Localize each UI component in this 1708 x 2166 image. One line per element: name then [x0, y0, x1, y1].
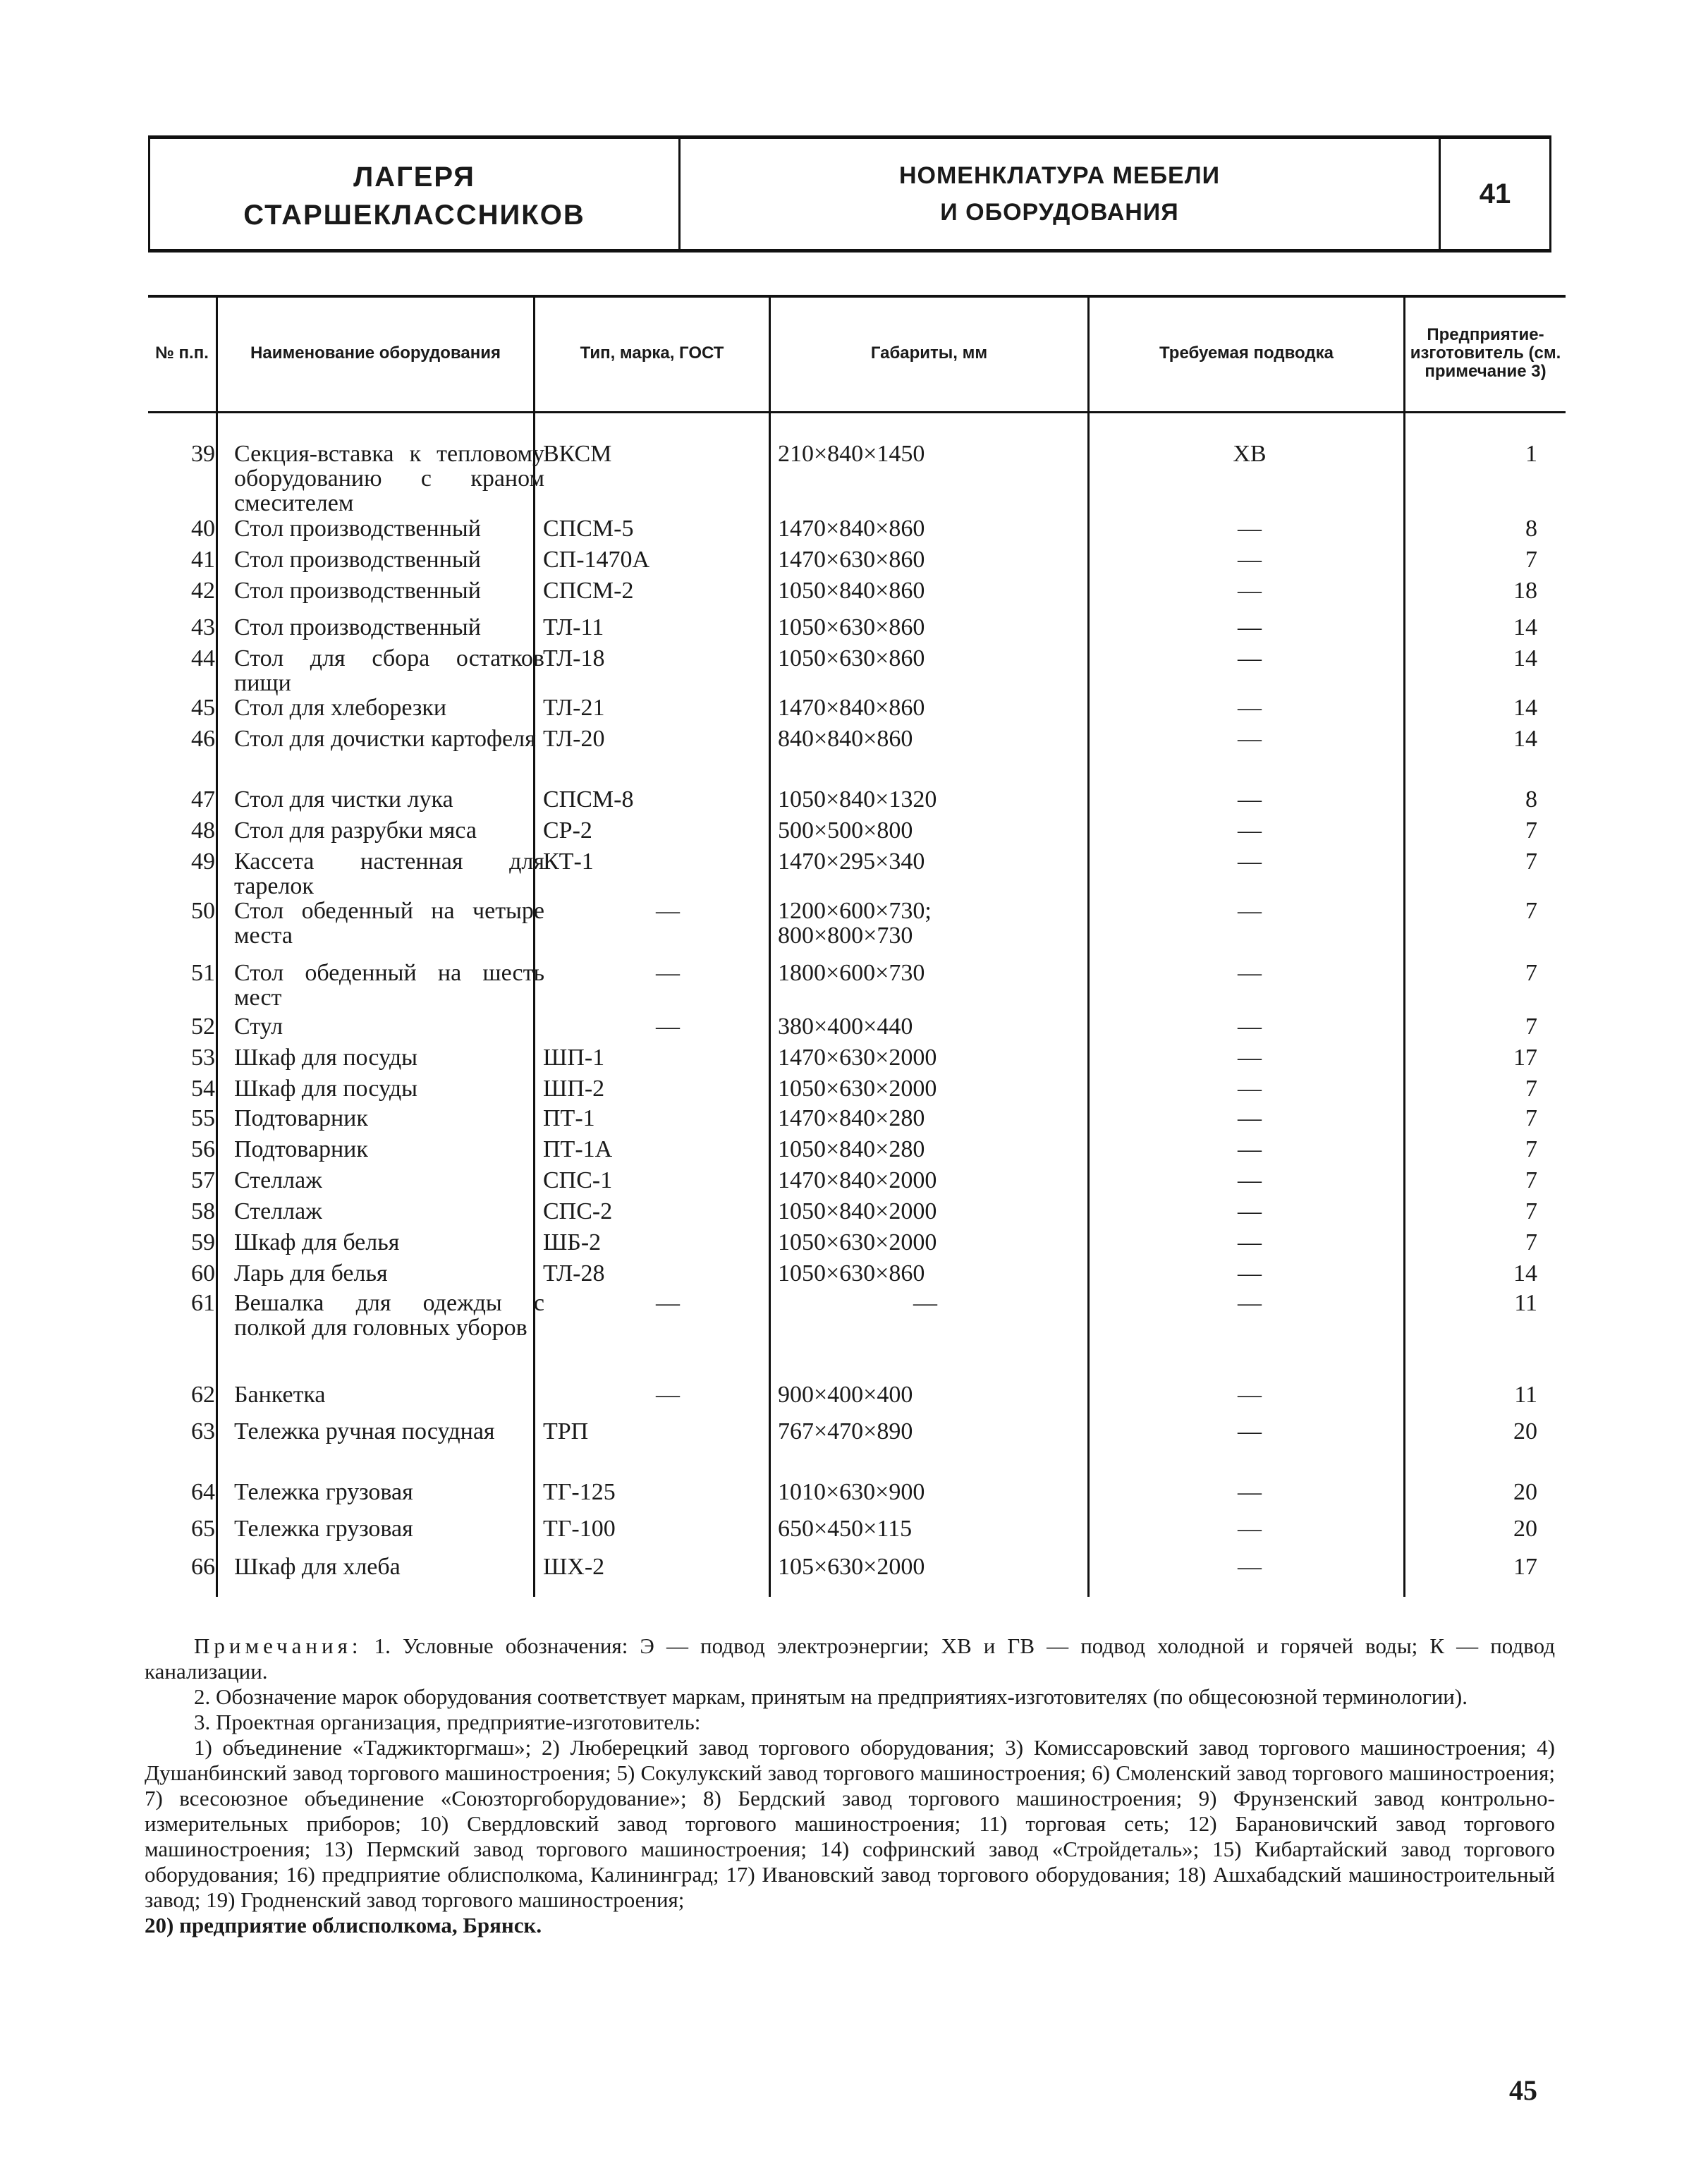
row-number: 56 [191, 1136, 215, 1162]
row-name: Шкаф для хлеба [234, 1554, 401, 1580]
row-type: — [656, 898, 680, 924]
row-manufacturer: 14 [1513, 614, 1537, 640]
row-type: — [656, 1290, 680, 1316]
row-supply: — [1238, 1136, 1262, 1162]
page-header [148, 135, 1551, 253]
row-number: 39 [191, 441, 215, 467]
row-name: Стол для сбора остатков пищи [234, 645, 544, 696]
row-type: — [656, 960, 680, 986]
row-dimensions-value: 1010×630×900 [778, 1479, 925, 1505]
row-dimensions-value: 1050×630×860 [778, 614, 925, 640]
row-dimensions-value: 1050×840×1320 [778, 786, 937, 813]
row-supply: — [1238, 848, 1262, 875]
row-manufacturer: 20 [1513, 1516, 1537, 1542]
row-name: Тележка грузовая [234, 1479, 413, 1505]
row-number: 65 [191, 1516, 215, 1542]
row-name: Банкетка [234, 1382, 326, 1408]
row-name: Стеллаж [234, 1167, 322, 1193]
column-divider [216, 298, 218, 1597]
row-dimensions-value: — [913, 1290, 937, 1316]
row-number: 61 [191, 1290, 215, 1316]
row-number: 66 [191, 1554, 215, 1580]
row-supply: — [1238, 960, 1262, 986]
row-name: Шкаф для посуды [234, 1045, 418, 1071]
row-name: Стол обеденный на шесть мест [234, 960, 544, 1011]
row-supply: — [1238, 1014, 1262, 1040]
row-name: Секция-вставка к тепловому оборудованию с краном смесителем [234, 441, 544, 516]
row-manufacturer: 7 [1525, 817, 1537, 844]
col-header-type: Тип, марка, ГОСТ [580, 343, 724, 363]
row-dimensions-value: 1050×630×2000 [778, 1076, 937, 1102]
row-name: Стеллаж [234, 1198, 322, 1224]
row-type: ТЛ-21 [543, 695, 605, 721]
row-type: ШБ-2 [543, 1229, 602, 1255]
col-header-maker: Предприятие-изготовитель (см. примечание 3) [1410, 325, 1561, 381]
row-manufacturer: 7 [1525, 898, 1537, 924]
row-number: 44 [191, 645, 215, 671]
row-supply: — [1238, 547, 1262, 573]
row-name: Ларь для белья [234, 1260, 388, 1286]
row-dimensions-value: 380×400×440 [778, 1014, 913, 1040]
row-manufacturer: 7 [1525, 1198, 1537, 1224]
row-name: Подтоварник [234, 1105, 368, 1131]
row-dimensions-value: 1800×600×730 [778, 960, 925, 986]
row-supply: — [1238, 1382, 1262, 1408]
row-manufacturer: 7 [1525, 848, 1537, 875]
row-name: Шкаф для посуды [234, 1076, 418, 1102]
notes [145, 1633, 1555, 1938]
row-number: 54 [191, 1076, 215, 1102]
row-number: 43 [191, 614, 215, 640]
row-dimensions-value: 1200×600×730; [778, 898, 932, 924]
row-dimensions-value: 105×630×2000 [778, 1554, 925, 1580]
row-name: Стол производственный [234, 614, 481, 640]
row-type: СПС-2 [543, 1198, 613, 1224]
row-supply: — [1238, 1418, 1262, 1444]
row-number: 51 [191, 960, 215, 986]
row-supply: — [1238, 1516, 1262, 1542]
row-supply: — [1238, 1290, 1262, 1316]
row-number: 62 [191, 1382, 215, 1408]
row-manufacturer: 14 [1513, 726, 1537, 752]
row-manufacturer: 7 [1525, 1105, 1537, 1131]
row-dimensions-value: 1050×630×860 [778, 645, 925, 671]
row-number: 49 [191, 848, 215, 875]
row-number: 52 [191, 1014, 215, 1040]
note-2: 2. Обозначение марок оборудования соответствует маркам, принятым на предприятиях-изготовителях (по общесоюзной терминологии). [194, 1684, 1468, 1709]
col-header-supply: Требуемая подводка [1159, 343, 1334, 363]
row-type: ТГ-125 [543, 1479, 616, 1505]
row-name: Стул [234, 1014, 283, 1040]
row-supply: — [1238, 898, 1262, 924]
row-name: Стол для разрубки мяса [234, 817, 477, 844]
note-1: 1. Условные обозначения: Э — подвод электроэнергии; ХВ и ГВ — подвод холодной и горячей воды; К — подвод канализации. [145, 1633, 1555, 1684]
row-manufacturer: 8 [1525, 516, 1537, 542]
row-dimensions-value: 1050×630×860 [778, 1260, 925, 1286]
notes-heading: Примечания: [194, 1633, 362, 1658]
row-dimensions-value: 1050×840×280 [778, 1136, 925, 1162]
page-number: 45 [1509, 2074, 1537, 2106]
section-title [150, 139, 681, 249]
row-name: Шкаф для белья [234, 1229, 400, 1255]
row-type: СПС-1 [543, 1167, 613, 1193]
row-number: 60 [191, 1260, 215, 1286]
row-manufacturer: 11 [1514, 1290, 1537, 1316]
row-dimensions-value: 650×450×115 [778, 1516, 913, 1542]
row-number: 41 [191, 547, 215, 573]
row-manufacturer: 20 [1513, 1418, 1537, 1444]
document-title-line2: И ОБОРУДОВАНИЯ [940, 199, 1179, 226]
row-supply: — [1238, 1198, 1262, 1224]
table-header-rule [148, 411, 1566, 413]
row-supply: — [1238, 1260, 1262, 1286]
row-name: Тележка грузовая [234, 1516, 413, 1542]
document-title [681, 139, 1441, 249]
table-top-rule [148, 295, 1566, 298]
row-name: Подтоварник [234, 1136, 368, 1162]
row-manufacturer: 14 [1513, 695, 1537, 721]
row-manufacturer: 7 [1525, 1076, 1537, 1102]
row-manufacturer: 14 [1513, 1260, 1537, 1286]
row-type: ПТ-1А [543, 1136, 613, 1162]
row-type: — [656, 1014, 680, 1040]
row-number: 46 [191, 726, 215, 752]
row-type: СПСМ-5 [543, 516, 634, 542]
row-manufacturer: 7 [1525, 960, 1537, 986]
row-type: СПСМ-8 [543, 786, 634, 813]
section-title-line2: СТАРШЕКЛАССНИКОВ [243, 200, 585, 231]
row-supply: — [1238, 645, 1262, 671]
row-number: 45 [191, 695, 215, 721]
row-number: 40 [191, 516, 215, 542]
row-name: Стол производственный [234, 578, 481, 604]
row-name: Стол для дочистки картофеля [234, 726, 536, 752]
col-header-num: № п.п. [155, 343, 209, 363]
row-manufacturer: 8 [1525, 786, 1537, 813]
row-type: СПСМ-2 [543, 578, 634, 604]
row-manufacturer: 17 [1513, 1554, 1537, 1580]
row-supply: — [1238, 817, 1262, 844]
row-supply: — [1238, 578, 1262, 604]
row-supply: — [1238, 695, 1262, 721]
row-manufacturer: 7 [1525, 1229, 1537, 1255]
row-manufacturer: 1 [1525, 441, 1537, 467]
row-dimensions-value: 900×400×400 [778, 1382, 913, 1408]
row-type: ПТ-1 [543, 1105, 595, 1131]
row-supply: — [1238, 786, 1262, 813]
row-supply: — [1238, 726, 1262, 752]
row-number: 58 [191, 1198, 215, 1224]
note-3-list: 1) объединение «Таджикторгмаш»; 2) Люберецкий завод торгового оборудования; 3) Комиссаровский завод торгового машиностроения; 4) Душанбинский завод торгового машиностроения; 5) Сокулукский завод торгового машиностроения; 6) Смоленский завод торгового машиностроения; 7) всесоюзное объединение «Союзторгоборудование»; 8) Бердский завод торгового машиностроения; 9) Фрунзенский завод контрольно-измерительных приборов; 10) Свердловский завод торгового машиностроения; 11) торговая сеть; 12) Барановичский завод торгового машиностроения; 13) Пермский завод торгового машиностроения; 14) софринский завод «Стройдеталь»; 15) Кибартайский завод торгового оборудования; 16) предприятие облисполкома, Калининград; 17) Ивановский завод торгового оборудования; 18) Ашхабадский машиностроительный завод; 19) Гродненский завод торгового машиностроения; [145, 1735, 1555, 1912]
row-name: Стол для чистки лука [234, 786, 453, 813]
row-dimensions-value: 1470×630×860 [778, 547, 925, 573]
row-dimensions-value: 1470×840×860 [778, 695, 925, 721]
row-type: ВКСМ [543, 441, 612, 467]
row-manufacturer: 7 [1525, 1136, 1537, 1162]
row-supply: — [1238, 1105, 1262, 1131]
row-number: 42 [191, 578, 215, 604]
section-title-line1: ЛАГЕРЯ [353, 162, 475, 193]
row-number: 57 [191, 1167, 215, 1193]
note-3-last: 20) предприятие облисполкома, Брянск. [145, 1913, 542, 1937]
row-supply: — [1238, 1229, 1262, 1255]
row-type: — [656, 1382, 680, 1408]
row-type: ТЛ-28 [543, 1260, 605, 1286]
row-supply: ХВ [1233, 441, 1267, 467]
note-3: 3. Проектная организация, предприятие-изготовитель: [194, 1710, 701, 1734]
row-dimensions-value-2: 800×800×730 [778, 923, 913, 949]
row-type: ТЛ-20 [543, 726, 605, 752]
row-number: 55 [191, 1105, 215, 1131]
row-type: ТРП [543, 1418, 589, 1444]
row-dimensions-value: 1470×840×860 [778, 516, 925, 542]
row-manufacturer: 7 [1525, 547, 1537, 573]
col-header-dims: Габариты, мм [870, 343, 988, 363]
row-type: ТЛ-18 [543, 645, 605, 671]
row-number: 47 [191, 786, 215, 813]
row-supply: — [1238, 1167, 1262, 1193]
row-dimensions-value: 1470×840×280 [778, 1105, 925, 1131]
col-header-name: Наименование оборудования [250, 343, 501, 363]
row-dimensions-value: 840×840×860 [778, 726, 913, 752]
row-manufacturer: 18 [1513, 578, 1537, 604]
row-type: ТГ-100 [543, 1516, 616, 1542]
row-supply: — [1238, 614, 1262, 640]
row-manufacturer: 11 [1514, 1382, 1537, 1408]
row-manufacturer: 7 [1525, 1014, 1537, 1040]
row-number: 48 [191, 817, 215, 844]
row-name: Тележка ручная посудная [234, 1418, 495, 1444]
row-number: 64 [191, 1479, 215, 1505]
row-name: Стол обеденный на четыре места [234, 898, 544, 949]
row-number: 63 [191, 1418, 215, 1444]
row-manufacturer: 20 [1513, 1479, 1537, 1505]
row-dimensions-value: 1050×630×2000 [778, 1229, 937, 1255]
row-number: 59 [191, 1229, 215, 1255]
row-manufacturer: 14 [1513, 645, 1537, 671]
row-number: 50 [191, 898, 215, 924]
row-manufacturer: 7 [1525, 1167, 1537, 1193]
row-type: ТЛ-11 [543, 614, 604, 640]
row-type: КТ-1 [543, 848, 594, 875]
row-supply: — [1238, 1479, 1262, 1505]
row-type: ШП-2 [543, 1076, 605, 1102]
row-dimensions-value: 210×840×1450 [778, 441, 925, 467]
row-type: СП-1470А [543, 547, 650, 573]
row-dimensions-value: 1470×840×2000 [778, 1167, 937, 1193]
row-supply: — [1238, 1076, 1262, 1102]
row-type: ШП-1 [543, 1045, 605, 1071]
row-dimensions-value: 1050×840×2000 [778, 1198, 937, 1224]
row-dimensions-value: 1470×295×340 [778, 848, 925, 875]
row-dimensions-value: 500×500×800 [778, 817, 913, 844]
document-title-line1: НОМЕНКЛАТУРА МЕБЕЛИ [898, 162, 1221, 189]
row-dimensions-value: 767×470×890 [778, 1418, 913, 1444]
row-type: СР-2 [543, 817, 592, 844]
row-name: Вешалка для одежды с полкой для головных уборов [234, 1290, 544, 1341]
row-name: Стол производственный [234, 516, 481, 542]
row-supply: — [1238, 1554, 1262, 1580]
row-manufacturer: 17 [1513, 1045, 1537, 1071]
row-dimensions-value: 1470×630×2000 [778, 1045, 937, 1071]
row-type: ШХ-2 [543, 1554, 605, 1580]
row-name: Стол производственный [234, 547, 481, 573]
row-supply: — [1238, 1045, 1262, 1071]
row-name: Стол для хлеборезки [234, 695, 447, 721]
row-number: 53 [191, 1045, 215, 1071]
row-supply: — [1238, 516, 1262, 542]
row-name: Кассета настенная для тарелок [234, 848, 544, 899]
column-divider [769, 298, 771, 1597]
sheet-number: 41 [1479, 178, 1511, 209]
row-dimensions-value: 1050×840×860 [778, 578, 925, 604]
